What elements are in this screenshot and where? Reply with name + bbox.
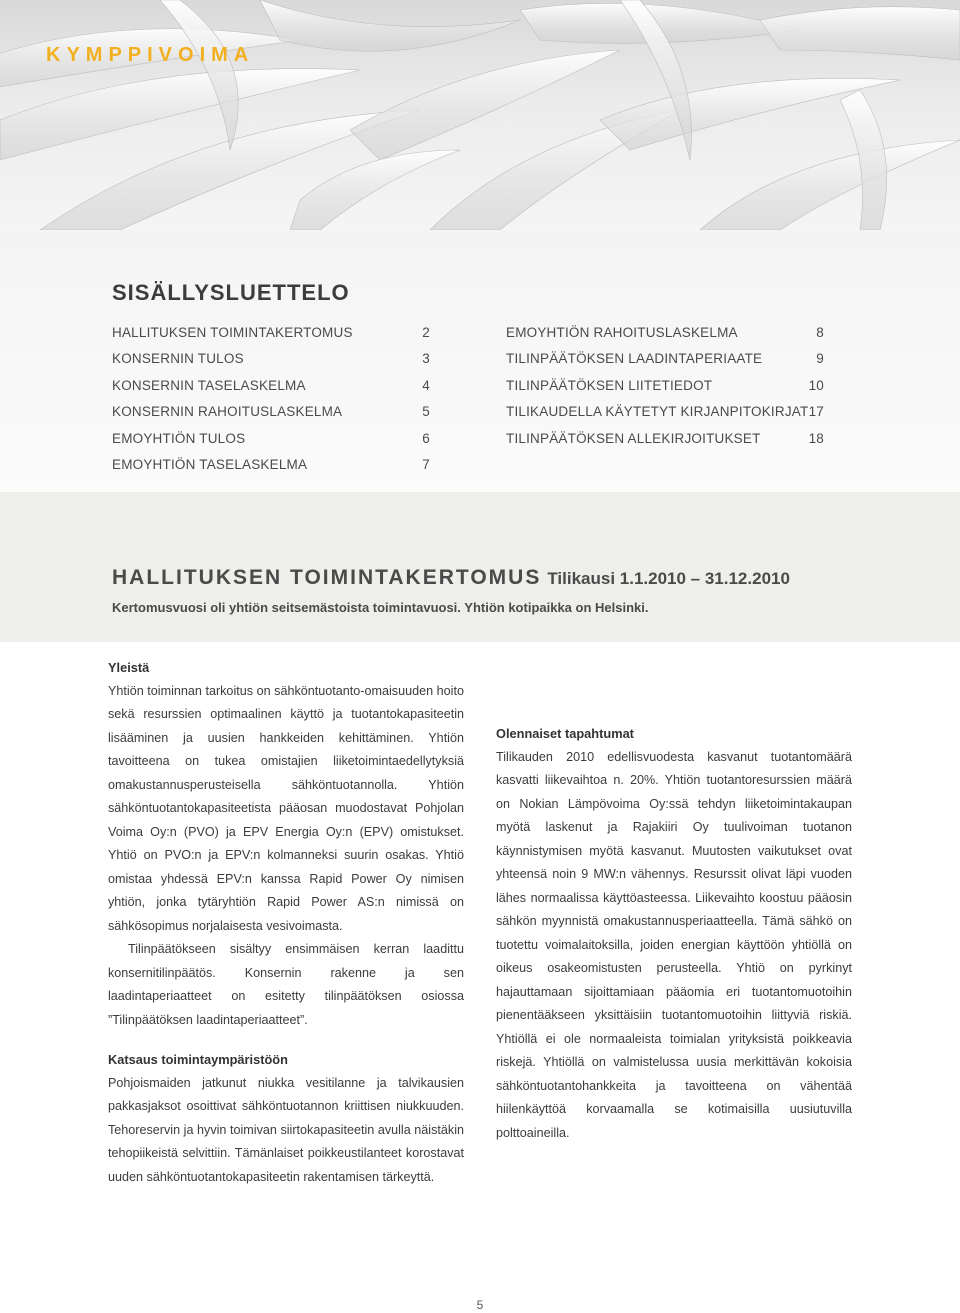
paragraph-olennaiset: Tilikauden 2010 edellisvuodesta kasvanut tuotantomäärä kasvatti liikevaihtoa n. 20%. Yhtiön tuotantoresurssien määrä on Nokian Lämpövoima Oy:ssä tehdyn liiketoimintakaupan myötä laskenut ja Rajakiiri Oy tuulivoiman tuotanon käynnistymisen myötä kasvanut. Muutosten vaikutukset ovat yhteensä noin 9 MW:n vähennys. Resurssit olivat läpi vuoden lähes normaalissa käyttöasteessa. Liikevaihto koostuu pääosin sähkön myynnistä omakustannusperiaatteella. Tämä sähkö on tuotettu voimalaitoksilla, joiden energian käyttöön yhtiöllä on oikeus osakeomistusten perusteella. Yhtiö on pyrkinyt hajauttamaan sijoittamiaan pääomia eri tuotantomuotoihin pienentääkseen yksittäisiin tuotantomuotoihin liittyviä riskiä. Yhtiöllä ei ole normaaleista toimialan yrityksistä poikkeavia riskejä. Yhtiöllä on valmistelussa uusia merkittävän kokoisia sähköntuotantohankkeita ja tavoitteena on vähentää hiilenkäyttöä korvaamalla se kotimaisilla uusiutuvilla polttoaineilla. [496,749,852,1140]
toc-entry [112,426,430,452]
section-title [112,566,790,590]
toc-title: SISÄLLYSLUETTELO [112,280,350,305]
toc-column-left [112,320,430,478]
toc-entry-page: 7 [422,456,430,472]
page-number: 5 [476,1298,484,1312]
toc-entry [112,373,430,399]
section-period: Tilikausi 1.1.2010 – 31.12.2010 [547,569,790,588]
toc-entry-page: 8 [816,325,824,340]
toc-entry-label: KONSERNIN TASELASKELMA [112,377,306,393]
toc-entry [506,320,824,346]
toc-entry-label: TILINPÄÄTÖKSEN LAADINTAPERIAATE [506,351,763,367]
paragraph-konsernitilinpaatos: Tilinpäätökseen sisältyy ensimmäisen kerran laadittu konsernitilinpäätös. Konsernin rakenne ja sen laadintaperiaatteet on esitetty tilinpäätöksen osiossa ”Tilinpäätöksen laadintaperiaatteet”. [108,942,464,1027]
toc-entry [112,399,430,425]
toc-entry-label: TILIKAUDELLA KÄYTETYT KIRJANPITOKIRJAT [506,404,809,420]
heading-yleista: Yleistä [108,660,150,675]
toc-entry-label: KONSERNIN RAHOITUSLASKELMA [112,404,343,420]
toc-entry-page: 3 [422,351,430,367]
toc-entry-page: 5 [422,404,430,420]
toc-entry-page: 2 [422,325,430,340]
petals-illustration [0,0,960,230]
toc-entry [506,399,824,425]
toc-entry [506,346,824,372]
toc-entry-label: TILINPÄÄTÖKSEN ALLEKIRJOITUKSET [506,430,761,446]
toc-entry-label: EMOYHTIÖN RAHOITUSLASKELMA [506,325,738,340]
brand-logo-text: KYMPPIVOIMA [46,44,255,66]
toc-entry-label: EMOYHTIÖN TASELASKELMA [112,456,308,472]
paragraph-katsaus: Pohjoismaiden jatkunut niukka vesitilanne ja talvikausien pakkasjaksot osoittivat sähköntuotannon kriittisen niukkuuden. Tehoreservin ja hyvin toimivan siirtokapasiteetin avulla näistäkin tehopiikeistä selvittiin. Tämänlaiset poikkeustilanteet korostavat uuden sähköntuotantokapasiteetin rakentamisen tärkeyttä. [108,1075,464,1184]
toc-entry-label: KONSERNIN TULOS [112,351,244,367]
paragraph-yleista: Yhtiön toiminnan tarkoitus on sähköntuotanto-omaisuuden hoito sekä resurssien optimaalinen käyttö ja tuotantokapasiteetin lisääminen ja uusien hankkeiden kehittäminen. Yhtiön tavoitteena on tukea omistajien liiketoimintaedellytyksiä omakustannusperusteisella sähköntuotannolla. Yhtiön sähköntuotantokapasiteetista pääosan muodostavat Pohjolan Voima Oy:n (PVO) ja EPV Energia Oy:n (EPV) omistukset. Yhtiö on PVO:n ja EPV:n kolmanneksi suurin osakas. Yhtiö omistaa yhdessä EPV:n kanssa Rapid Power Oy nimisen yhtiön, jonka tytäryhtiön Rapid Power AS:n nimissä on sähkösopimus norjalaisesta vesivoimasta. [108,683,464,933]
toc-entry [112,320,430,346]
section-subtitle: Kertomusvuosi oli yhtiön seitsemästoista toimintavuosi. Yhtiön kotipaikka on Helsinki. [112,600,649,615]
toc-entry-page: 17 [808,404,824,420]
body-column-right-olennaiset [496,722,852,1145]
toc-entry-page: 4 [422,377,430,393]
toc-entry-page: 18 [808,430,824,446]
heading-katsaus: Katsaus toimintaympäristöön [108,1052,288,1067]
toc-entry [506,426,824,452]
body-column-left [108,656,464,1189]
section-title-text: HALLITUKSEN TOIMINTAKERTOMUS [112,566,542,589]
toc-entry [506,373,824,399]
toc-entry-page: 6 [422,430,430,446]
toc-entry-page: 9 [816,351,824,367]
toc-entry [112,452,430,478]
toc-entry-label: TILINPÄÄTÖKSEN LIITETIEDOT [506,377,713,393]
toc-entry-page: 10 [808,377,824,393]
toc-column-right [506,320,824,452]
hero-flower-image [0,0,960,230]
toc-entry-label: EMOYHTIÖN TULOS [112,430,246,446]
toc-entry-label: HALLITUKSEN TOIMINTAKERTOMUS [112,325,353,340]
heading-olennaiset: Olennaiset tapahtumat [496,726,634,741]
toc-entry [112,346,430,372]
